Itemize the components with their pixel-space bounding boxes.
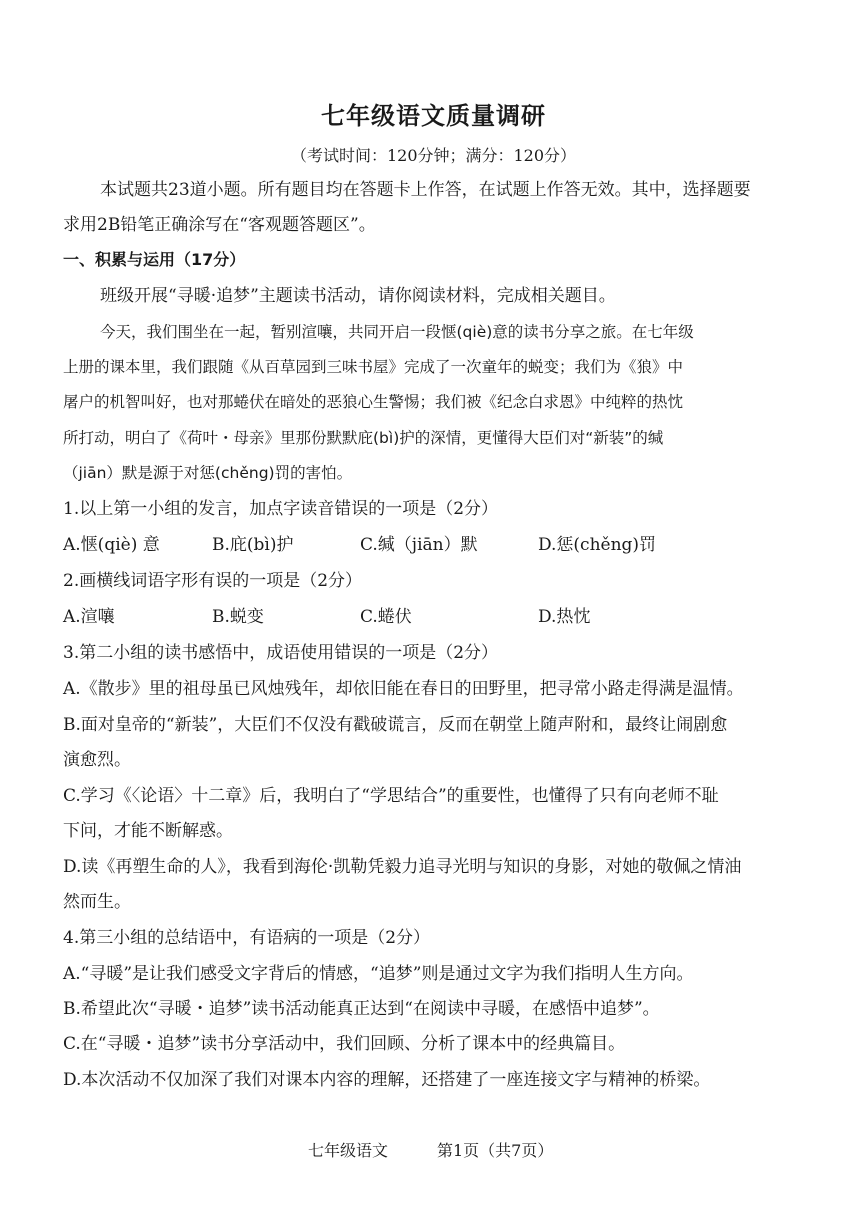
question-4-option-a: A.“寻暖”是让我们感受文字背后的情感，“追梦”则是通过文字为我们指明人生方向。 xyxy=(63,964,694,984)
question-3-option-a: A.《散步》里的祖母虽已风烛残年，却依旧能在春日的田野里，把寻常小路走得满是温情。 xyxy=(63,679,744,699)
instructions-line-1: 本试题共23道小题。所有题目均在答题卡上作答，在试题上作答无效。其中，选择题要 xyxy=(100,180,751,200)
question-4-option-d: D.本次活动不仅加深了我们对课本内容的理解，还搭建了一座连接文字与精神的桥梁。 xyxy=(63,1070,711,1090)
question-4-option-c: C.在“寻暖・追梦”读书分享活动中，我们回顾、分析了课本中的经典篇目。 xyxy=(63,1034,626,1054)
passage-line-1: 今天，我们围坐在一起，暂别渲嚷，共同开启一段惬(qiè)意的读书分享之旅。在七年级 xyxy=(100,323,694,341)
question-3-option-c-line-1: C.学习《〈论语〉十二章》后，我明白了“学思结合”的重要性，也懂得了只有向老师不耻 xyxy=(63,786,719,806)
question-2-option-b: B.蜕变 xyxy=(212,607,264,627)
instructions-line-2: 求用2B铅笔正确涂写在“客观题答题区”。 xyxy=(63,215,376,235)
footer-subject: 七年级语文 xyxy=(308,1141,389,1160)
passage-line-2: 上册的课本里，我们跟随《从百草园到三味书屋》完成了一次童年的蜕变；我们为《狼》中 xyxy=(63,358,684,376)
exam-title: 七年级语文质量调研 xyxy=(321,102,546,130)
footer-page-number: 第1页（共7页） xyxy=(437,1141,554,1160)
question-3-option-b-line-1: B.面对皇帝的“新装”，大臣们不仅没有戳破谎言，反而在朝堂上随声附和，最终让闹剧愈 xyxy=(63,715,728,735)
question-3-option-d-line-1: D.读《再塑生命的人》，我看到海伦·凯勒凭毅力追寻光明与知识的身影，对她的敬佩之情油 xyxy=(63,857,742,877)
question-1-option-c: C.缄（jiān）默 xyxy=(360,535,478,555)
exam-subtitle: （考试时间：120分钟；满分：120分） xyxy=(290,146,577,165)
passage-line-5: （jiān）默是源于对惩(chěng)罚的害怕。 xyxy=(63,464,353,482)
question-4-stem: 4.第三小组的总结语中，有语病的一项是（2分） xyxy=(63,928,431,948)
question-3-option-c-line-2: 下问，才能不断解惑。 xyxy=(63,821,233,841)
question-4-option-b: B.希望此次“寻暖・追梦”读书活动能真正达到“在阅读中寻暖，在感悟中追梦”。 xyxy=(63,999,660,1019)
question-3-option-b-line-2: 演愈烈。 xyxy=(63,750,131,770)
question-1-option-d: D.惩(chěng)罚 xyxy=(538,535,657,555)
question-2-stem: 2.画横线词语字形有误的一项是（2分） xyxy=(63,571,363,591)
question-3-stem: 3.第二小组的读书感悟中，成语使用错误的一项是（2分） xyxy=(63,643,499,663)
question-2-option-c: C.蜷伏 xyxy=(360,607,412,627)
question-1-option-b: B.庇(bì)护 xyxy=(212,535,294,555)
passage-line-4: 所打动，明白了《荷叶・母亲》里那份默默庇(bì)护的深情，更懂得大臣们对“新装”的缄 xyxy=(63,429,664,447)
question-2-option-a: A.渲嚷 xyxy=(63,607,115,627)
question-1-option-a: A.惬(qiè) 意 xyxy=(63,535,160,555)
passage-line-3: 屠户的机智叫好，也对那蜷伏在暗处的恶狼心生警惕；我们被《纪念白求恩》中纯粹的热忱 xyxy=(63,393,684,411)
question-1-stem: 1.以上第一小组的发言，加点字读音错误的一项是（2分） xyxy=(63,499,499,519)
question-3-option-d-line-2: 然而生。 xyxy=(63,892,131,912)
section-heading: 一、积累与运用（17分） xyxy=(63,250,246,269)
question-2-option-d: D.热忱 xyxy=(538,607,591,627)
section-intro: 班级开展“寻暖·追梦”主题读书活动，请你阅读材料，完成相关题目。 xyxy=(100,286,616,306)
